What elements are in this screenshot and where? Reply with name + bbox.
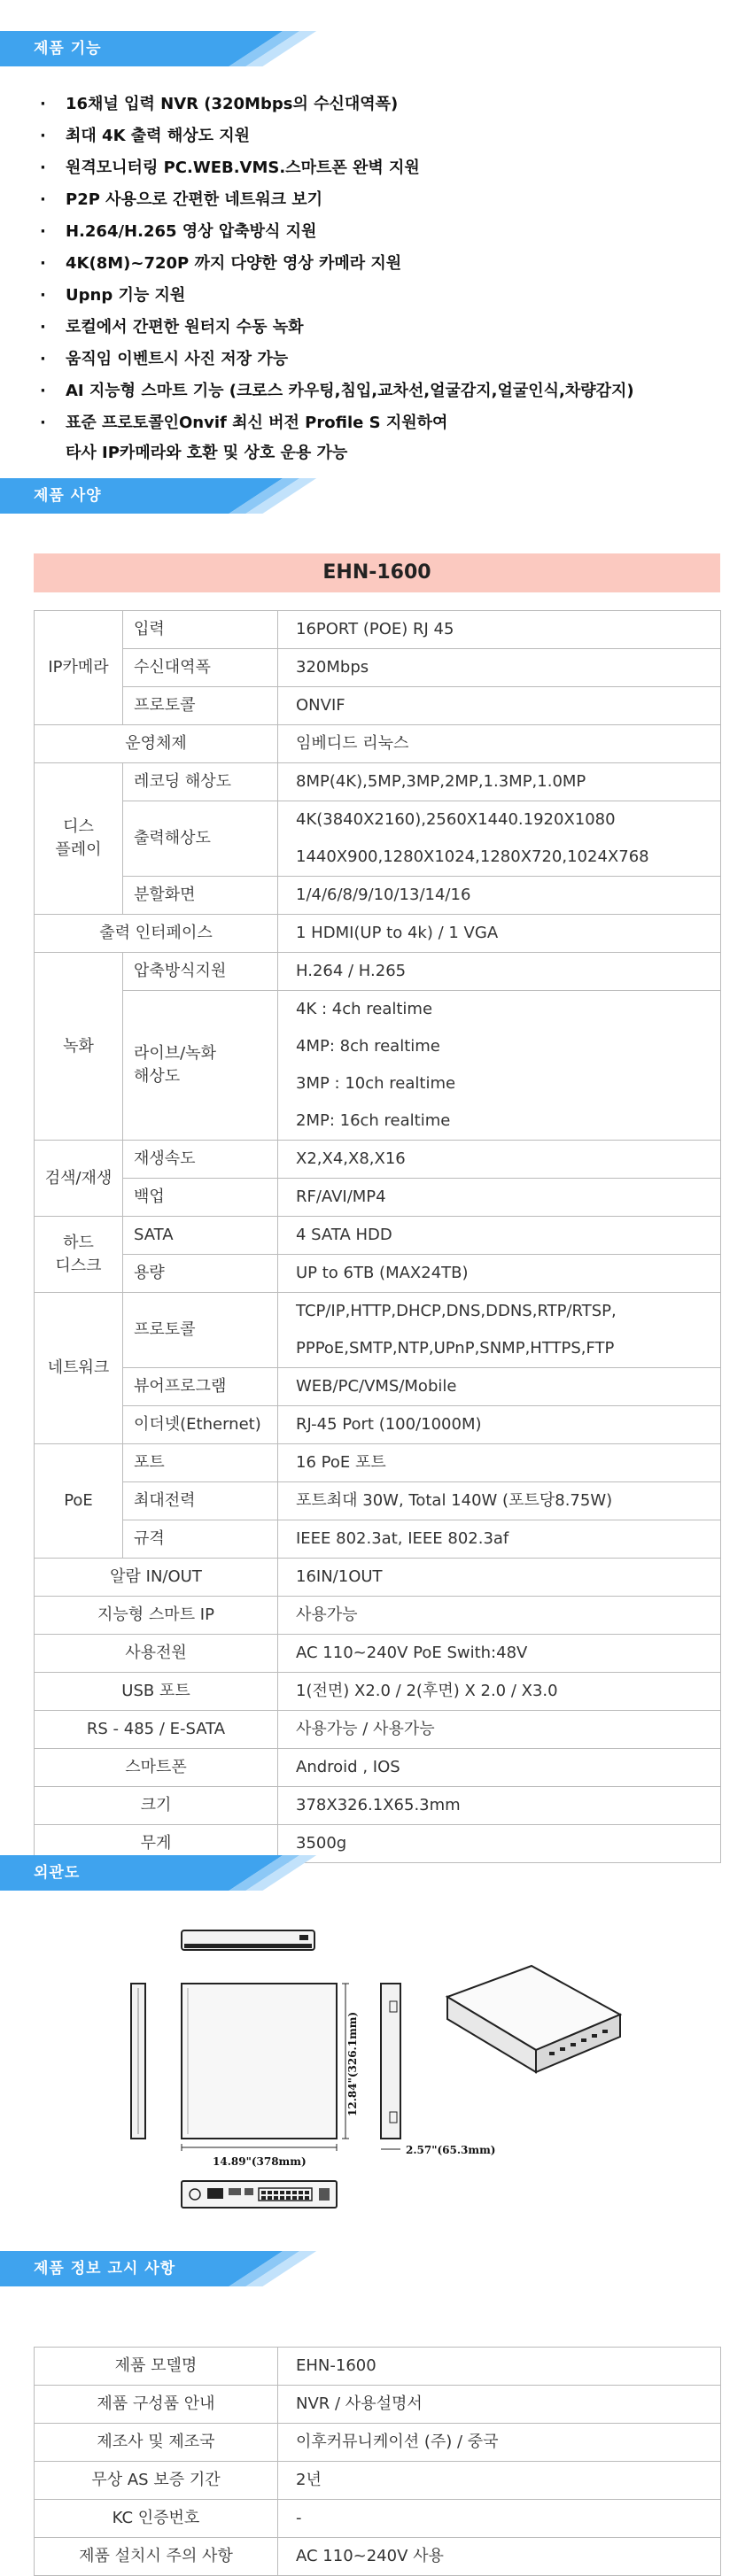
right-side-view <box>381 1984 400 2149</box>
value-cell: 4K : 4ch realtime 4MP: 8ch realtime 3MP : 10ch realtime 2MP: 16ch realtime <box>278 991 721 1141</box>
table-row <box>35 1141 721 1179</box>
table-row <box>35 2386 721 2424</box>
value-cell: AC 110~240V 사용 <box>278 2538 721 2576</box>
spec-model-caption: EHN-1600 <box>34 553 720 592</box>
value-cell: Android , IOS <box>278 1749 721 1787</box>
feature-text: AI 지능형 스마트 기능 (크로스 카우팅,침입,교차선,얼굴감지,얼굴인식,차량감지) <box>66 382 634 400</box>
value-cell: RF/AVI/MP4 <box>278 1179 721 1217</box>
table-row <box>35 1749 721 1787</box>
table-row <box>35 1520 721 1559</box>
feature-item <box>35 375 726 407</box>
value-cell: 2년 <box>278 2462 721 2500</box>
spec-table <box>34 610 721 1863</box>
table-row <box>35 1635 721 1673</box>
value-cell: IEEE 802.3at, IEEE 802.3af <box>278 1520 721 1559</box>
feature-item <box>35 312 726 344</box>
label-cell: SATA <box>123 1217 278 1255</box>
value-cell: 이후커뮤니케이션 (주) / 중국 <box>278 2424 721 2462</box>
bullet-icon: · <box>40 190 46 209</box>
feature-text: 4K(8M)~720P 까지 다양한 영상 카메라 지원 <box>66 254 402 273</box>
label-cell: USB 포트 <box>35 1673 278 1711</box>
table-row <box>35 2348 721 2386</box>
feature-text: 최대 4K 출력 해상도 지원 <box>66 127 251 145</box>
value-cell: 사용가능 <box>278 1597 721 1635</box>
bullet-icon: · <box>40 254 46 273</box>
label-cell: 입력 <box>123 611 278 649</box>
group-cell: 검색/재생 <box>35 1141 123 1217</box>
value-cell: H.264 / H.265 <box>278 953 721 991</box>
table-row <box>35 763 721 801</box>
section-title: 제품 정보 고시 사항 <box>34 2260 176 2278</box>
bullet-icon: · <box>40 318 46 337</box>
label-cell: 재생속도 <box>123 1141 278 1179</box>
value-cell: 4K(3840X2160),2560X1440.1920X1080 1440X900,1280X1024,1280X720,1024X768 <box>278 801 721 877</box>
feature-item <box>35 184 726 216</box>
section-title: 외관도 <box>34 1864 81 1882</box>
label-cell: 스마트폰 <box>35 1749 278 1787</box>
label-cell: 레코딩 해상도 <box>123 763 278 801</box>
feature-item <box>35 216 726 248</box>
table-row <box>35 2424 721 2462</box>
value-cell: 1/4/6/8/9/10/13/14/16 <box>278 877 721 915</box>
bullet-icon: · <box>40 222 46 241</box>
label-cell: 크기 <box>35 1787 278 1825</box>
value-cell: 포트최대 30W, Total 140W (포트당8.75W) <box>278 1482 721 1520</box>
label-cell: 압축방식지원 <box>123 953 278 991</box>
label-cell: 제품 구성품 안내 <box>35 2386 278 2424</box>
label-cell: 포트 <box>123 1444 278 1482</box>
group-cell: 녹화 <box>35 953 123 1141</box>
section-title: 제품 기능 <box>34 40 102 58</box>
label-cell: 규격 <box>123 1520 278 1559</box>
section-banner-notice <box>0 2251 337 2286</box>
table-row <box>35 1787 721 1825</box>
table-row <box>35 1255 721 1293</box>
value-cell: WEB/PC/VMS/Mobile <box>278 1368 721 1406</box>
table-row <box>35 611 721 649</box>
group-cell: PoE <box>35 1444 123 1559</box>
label-cell: 최대전력 <box>123 1482 278 1520</box>
top-view <box>182 1930 314 1950</box>
value-cell: 3500g <box>278 1825 721 1863</box>
bullet-icon: · <box>40 350 46 368</box>
value-cell: RJ-45 Port (100/1000M) <box>278 1406 721 1444</box>
section-banner-spec <box>0 478 337 514</box>
feature-text: H.264/H.265 영상 압축방식 지원 <box>66 222 317 241</box>
label-cell: RS - 485 / E-SATA <box>35 1711 278 1749</box>
label-cell: 제조사 및 제조국 <box>35 2424 278 2462</box>
value-cell: - <box>278 2500 721 2538</box>
feature-text: Upnp 기능 지원 <box>66 286 186 305</box>
table-row <box>35 1217 721 1255</box>
value-cell: 사용가능 / 사용가능 <box>278 1711 721 1749</box>
label-cell: 알람 IN/OUT <box>35 1559 278 1597</box>
table-row <box>35 1597 721 1635</box>
feature-item <box>35 89 726 120</box>
label-cell: 분할화면 <box>123 877 278 915</box>
depth-dimension: 12.84"(326.1mm) <box>346 2011 359 2116</box>
value-cell: EHN-1600 <box>278 2348 721 2386</box>
feature-list <box>35 89 726 468</box>
label-cell: 프로토콜 <box>123 1293 278 1368</box>
feature-text-continued: 타사 IP카메라와 호환 및 상호 운용 가능 <box>66 444 348 462</box>
label-cell: 무상 AS 보증 기간 <box>35 2462 278 2500</box>
label-cell: 수신대역폭 <box>123 649 278 687</box>
table-row <box>35 725 721 763</box>
label-cell: KC 인증번호 <box>35 2500 278 2538</box>
section-banner-features <box>0 31 337 66</box>
feature-item <box>35 280 726 312</box>
feature-text: 움직임 이벤트시 사진 저장 가능 <box>66 350 289 368</box>
feature-item <box>35 407 726 468</box>
value-cell: X2,X4,X8,X16 <box>278 1141 721 1179</box>
label-cell: 지능형 스마트 IP <box>35 1597 278 1635</box>
value-cell: 320Mbps <box>278 649 721 687</box>
table-row <box>35 649 721 687</box>
value-cell: 1 HDMI(UP to 4k) / 1 VGA <box>278 915 721 953</box>
feature-item <box>35 344 726 375</box>
value-cell: 4 SATA HDD <box>278 1217 721 1255</box>
label-cell: 제품 설치시 주의 사항 <box>35 2538 278 2576</box>
label-cell: 뷰어프로그램 <box>123 1368 278 1406</box>
feature-item <box>35 120 726 152</box>
table-row <box>35 1444 721 1482</box>
table-row <box>35 953 721 991</box>
group-cell: IP카메라 <box>35 611 123 725</box>
value-cell: TCP/IP,HTTP,DHCP,DNS,DDNS,RTP/RTSP, PPPoE,SMTP,NTP,UPnP,SNMP,HTTPS,FTP <box>278 1293 721 1368</box>
feature-text: 표준 프로토콜인Onvif 최신 버전 Profile S 지원하여 <box>66 414 448 432</box>
table-row <box>35 1293 721 1368</box>
section-banner-appearance <box>0 1855 337 1891</box>
table-row <box>35 2462 721 2500</box>
table-row <box>35 2538 721 2576</box>
table-row <box>35 877 721 915</box>
group-cell: 디스 플레이 <box>35 763 123 915</box>
bullet-icon: · <box>40 414 46 432</box>
isometric-view <box>447 1966 620 2072</box>
table-row <box>35 1179 721 1217</box>
value-cell: 16PORT (POE) RJ 45 <box>278 611 721 649</box>
main-view <box>182 1984 349 2151</box>
notice-table <box>34 2347 721 2576</box>
value-cell: 8MP(4K),5MP,3MP,2MP,1.3MP,1.0MP <box>278 763 721 801</box>
rear-panel-view <box>182 2181 337 2208</box>
label-cell: 용량 <box>123 1255 278 1293</box>
height-dimension: 2.57"(65.3mm) <box>406 2144 496 2156</box>
table-row <box>35 801 721 877</box>
feature-item <box>35 248 726 280</box>
bullet-icon: · <box>40 95 46 113</box>
feature-text: 원격모니터링 PC.WEB.VMS.스마트폰 완벽 지원 <box>66 159 420 177</box>
table-row <box>35 915 721 953</box>
group-cell: 하드 디스크 <box>35 1217 123 1293</box>
table-row <box>35 1559 721 1597</box>
value-cell: AC 110~240V PoE Swith:48V <box>278 1635 721 1673</box>
label-cell: 이더넷(Ethernet) <box>123 1406 278 1444</box>
feature-item <box>35 152 726 184</box>
width-dimension: 14.89"(378mm) <box>213 2155 307 2168</box>
label-cell: 제품 모델명 <box>35 2348 278 2386</box>
feature-text: P2P 사용으로 간편한 네트워크 보기 <box>66 190 323 209</box>
table-row <box>35 1482 721 1520</box>
left-side-view <box>131 1984 145 2139</box>
table-row <box>35 1406 721 1444</box>
table-row <box>35 2500 721 2538</box>
feature-text: 16채널 입력 NVR (320Mbps의 수신대역폭) <box>66 95 399 113</box>
label-cell: 라이브/녹화 해상도 <box>123 991 278 1141</box>
label-cell: 사용전원 <box>35 1635 278 1673</box>
label-cell: 프로토콜 <box>123 687 278 725</box>
value-cell: NVR / 사용설명서 <box>278 2386 721 2424</box>
label-cell: 출력 인터페이스 <box>35 915 278 953</box>
value-cell: 임베디드 리눅스 <box>278 725 721 763</box>
feature-text: 로컬에서 간편한 원터지 수동 녹화 <box>66 318 304 337</box>
table-row <box>35 1368 721 1406</box>
table-row <box>35 1711 721 1749</box>
value-cell: UP to 6TB (MAX24TB) <box>278 1255 721 1293</box>
table-row <box>35 1673 721 1711</box>
label-cell: 운영체제 <box>35 725 278 763</box>
bullet-icon: · <box>40 286 46 305</box>
notice-block <box>34 2347 720 2576</box>
bullet-icon: · <box>40 127 46 145</box>
group-cell: 네트워크 <box>35 1293 123 1444</box>
value-cell: 16IN/1OUT <box>278 1559 721 1597</box>
value-cell: ONVIF <box>278 687 721 725</box>
value-cell: 1(전면) X2.0 / 2(후면) X 2.0 / X3.0 <box>278 1673 721 1711</box>
value-cell: 378X326.1X65.3mm <box>278 1787 721 1825</box>
bullet-icon: · <box>40 159 46 177</box>
table-row <box>35 991 721 1141</box>
label-cell: 백업 <box>123 1179 278 1217</box>
spec-block <box>34 553 720 1863</box>
appearance-drawing <box>0 1899 753 2280</box>
section-title: 제품 사양 <box>34 487 102 505</box>
value-cell: 16 PoE 포트 <box>278 1444 721 1482</box>
table-row <box>35 687 721 725</box>
label-cell: 출력해상도 <box>123 801 278 877</box>
label-cell: 무게 <box>35 1825 278 1863</box>
bullet-icon: · <box>40 382 46 400</box>
